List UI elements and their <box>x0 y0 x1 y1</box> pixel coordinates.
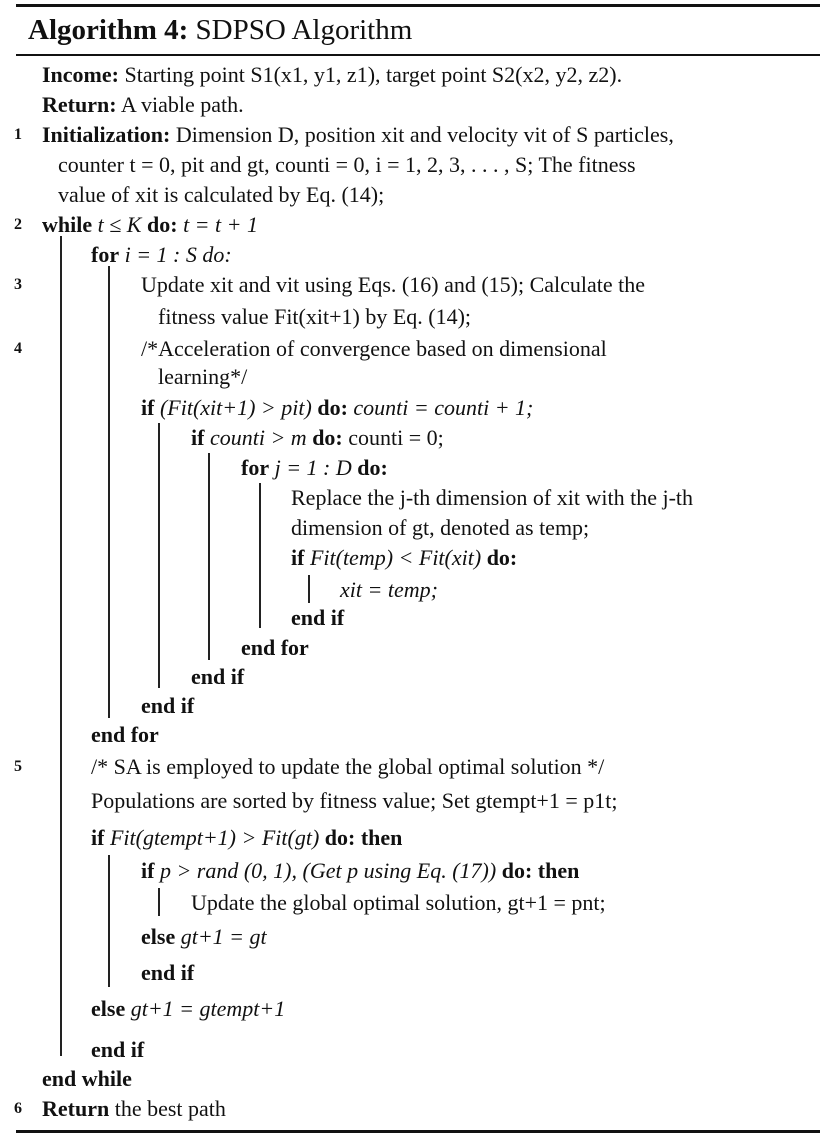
if-count-block-bar <box>208 453 210 660</box>
line-number-5: 5 <box>14 758 22 775</box>
if-count-condition: counti > m <box>209 425 307 450</box>
while-increment: t = t + 1 <box>183 212 258 237</box>
if-rand-then-keyword: then <box>537 858 580 883</box>
else-sa-assign: gt+1 = gtempt+1 <box>130 996 286 1021</box>
if-count-do-keyword: do: <box>312 425 343 450</box>
update-line-b: fitness value Fit(xit+1) by Eq. (14); <box>158 304 472 329</box>
init-line-b: counter t = 0, pit and gt, counti = 0, i = 1, 2, 3, . . . , S; The fitness <box>58 152 636 177</box>
if-sa-line <box>91 823 402 853</box>
algorithm-title <box>28 10 412 50</box>
line-number-6: 6 <box>14 1100 22 1117</box>
assign-line: xit = temp; <box>340 577 438 602</box>
while-do-keyword: do: <box>147 212 178 237</box>
for-i-line <box>91 240 232 270</box>
end-while: end while <box>42 1066 132 1091</box>
if-temp-line <box>291 543 517 573</box>
if-count-action: counti = 0; <box>348 425 444 450</box>
line-number-1: 1 <box>14 126 22 143</box>
if-rand-line <box>141 856 579 886</box>
if-sa-condition: Fit(gtempt+1) > Fit(gt) <box>109 825 320 850</box>
if-sa-then-keyword: then <box>360 825 403 850</box>
for-i-range: i = 1 : S do: <box>124 242 232 267</box>
if-rand-do-keyword: do: <box>501 858 533 883</box>
replace-line-a: Replace the j-th dimension of xit with the j-th <box>291 485 694 510</box>
sort-line: Populations are sorted by fitness value; Set gtempt+1 = p1t; <box>91 788 618 813</box>
else-rand-assign: gt+1 = gt <box>180 924 267 949</box>
header-rule <box>16 54 820 56</box>
if-temp-do-keyword: do: <box>486 545 518 570</box>
end-if-temp: end if <box>291 605 345 630</box>
sa-comment-line: /* SA is employed to update the global optimal solution */ <box>91 754 605 779</box>
update-global-line: Update the global optimal solution, gt+1 = pnt; <box>191 890 606 915</box>
if-fit-condition: (Fit(xit+1) > pit) <box>159 395 312 420</box>
end-for-i: end for <box>91 722 159 747</box>
if-rand-keyword: if <box>141 858 155 883</box>
algorithm-label: Algorithm 4: <box>28 14 189 46</box>
end-if-fit: end if <box>141 693 195 718</box>
return-line <box>42 90 244 120</box>
end-if-sa: end if <box>91 1037 145 1062</box>
if-temp-block-bar <box>308 575 310 603</box>
if-rand-condition: p > rand (0, 1), (Get p using Eq. (17)) <box>159 858 497 883</box>
if-sa-keyword: if <box>91 825 105 850</box>
for-j-block-bar <box>259 483 261 628</box>
line-number-3: 3 <box>14 276 22 293</box>
else-rand-line <box>141 922 267 952</box>
while-condition: t ≤ K <box>97 212 142 237</box>
return-best-line <box>42 1094 226 1124</box>
bottom-rule <box>16 1130 820 1133</box>
init-line-c: value of xit is calculated by Eq. (14); <box>58 182 385 207</box>
while-keyword: while <box>42 212 93 237</box>
income-text: Starting point S1(x1, y1, z1), target point S2(x2, y2, z2). <box>124 62 623 87</box>
if-temp-keyword: if <box>291 545 305 570</box>
for-j-line <box>241 453 388 483</box>
if-fit-action: counti = counti + 1; <box>353 395 534 420</box>
replace-line-b: dimension of gt, denoted as temp; <box>291 515 590 540</box>
if-fit-block-bar <box>158 423 160 688</box>
comment-line-b: learning*/ <box>158 364 248 389</box>
update-line-a: Update xit and vit using Eqs. (16) and (15); Calculate the <box>141 272 646 297</box>
for-i-keyword: for <box>91 242 120 267</box>
init-keyword: Initialization: <box>42 122 171 147</box>
init-text-a: Dimension D, position xit and velocity vit of S particles, <box>175 122 674 147</box>
return-best-text: the best path <box>114 1096 226 1121</box>
if-fit-line <box>141 393 533 423</box>
if-sa-block-bar <box>108 855 110 987</box>
for-j-do-keyword: do: <box>357 455 388 480</box>
for-j-range: j = 1 : D <box>274 455 352 480</box>
comment-line-a: /*Acceleration of convergence based on dimensional <box>141 336 607 361</box>
top-rule <box>16 4 820 7</box>
if-count-line <box>191 423 444 453</box>
else-sa-keyword: else <box>91 996 126 1021</box>
end-if-count: end if <box>191 664 245 689</box>
else-rand-keyword: else <box>141 924 176 949</box>
if-temp-condition: Fit(temp) < Fit(xit) <box>309 545 482 570</box>
end-for-j: end for <box>241 635 309 660</box>
if-fit-do-keyword: do: <box>317 395 348 420</box>
return-text: A viable path. <box>120 92 244 117</box>
if-sa-do-keyword: do: <box>324 825 356 850</box>
while-line <box>42 210 258 240</box>
end-if-rand: end if <box>141 960 195 985</box>
line-number-4: 4 <box>14 340 22 357</box>
income-label: Income: <box>42 62 119 87</box>
if-count-keyword: if <box>191 425 205 450</box>
while-block-bar <box>60 236 62 1056</box>
init-line-a <box>42 120 674 150</box>
if-rand-block-bar <box>158 888 160 916</box>
return-label: Return: <box>42 92 117 117</box>
else-sa-line <box>91 994 285 1024</box>
return-keyword: Return <box>42 1096 110 1121</box>
if-fit-keyword: if <box>141 395 155 420</box>
line-number-2: 2 <box>14 216 22 233</box>
algorithm-name: SDPSO Algorithm <box>195 14 413 46</box>
for-j-keyword: for <box>241 455 270 480</box>
income-line <box>42 60 622 90</box>
for-i-block-bar <box>108 266 110 718</box>
